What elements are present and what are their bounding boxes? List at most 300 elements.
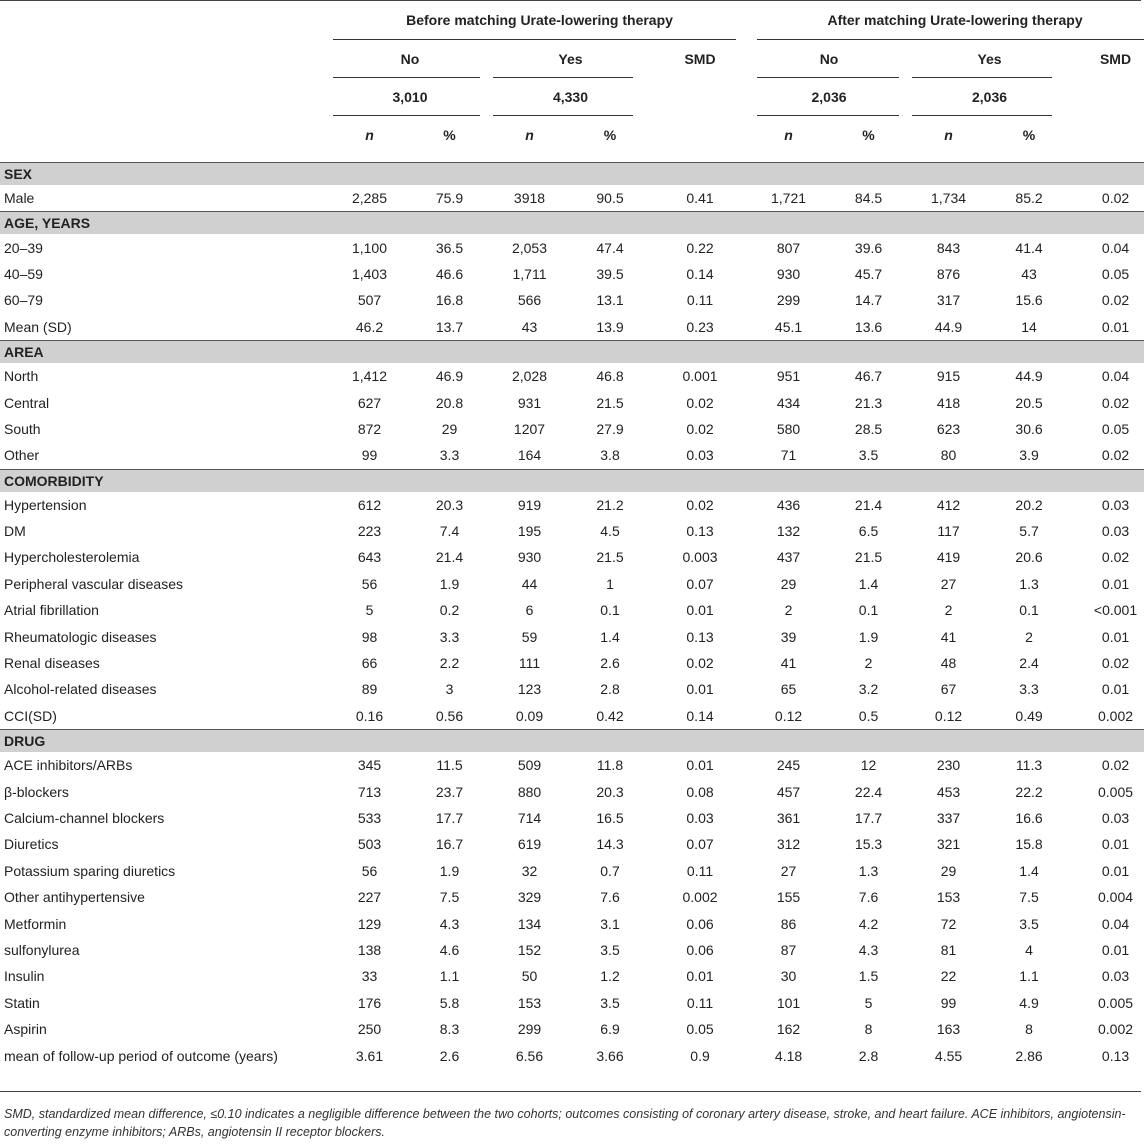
before-yes-count: 4,330 (490, 78, 651, 116)
table-cell: 195 (517, 523, 542, 540)
table-cell: 0.02 (686, 496, 714, 513)
table-cell: 4.55 (934, 1047, 963, 1064)
table-cell: 59 (521, 628, 538, 645)
table-cell: 22.2 (1015, 783, 1043, 800)
table-cell: 46.8 (596, 368, 624, 385)
after-no-header: No (749, 40, 909, 78)
table-cell: 0.41 (686, 190, 714, 207)
table-cell: 227 (357, 889, 382, 906)
table-cell: 0.03 (1101, 496, 1130, 513)
table-cell: 4.9 (1019, 994, 1039, 1011)
table-cell: 138 (357, 941, 382, 958)
table-cell: 6.56 (515, 1047, 544, 1064)
table-cell: 65 (780, 681, 797, 698)
table-cell: 13.9 (596, 318, 624, 335)
table-cell: 86 (780, 915, 797, 932)
table-cell: 230 (936, 757, 961, 774)
table-cell: 81 (940, 941, 957, 958)
table-cell: 14.3 (596, 836, 624, 853)
table-cell: 0.02 (1101, 655, 1130, 672)
table-cell: 457 (776, 783, 801, 800)
table-cell: 0.14 (686, 265, 714, 282)
table-cell: 11.3 (1015, 757, 1043, 774)
table-cell: 4 (1025, 941, 1033, 958)
table-cell: 43 (521, 318, 538, 335)
before-yes-header: Yes (490, 40, 651, 78)
table-cell: 0.42 (596, 707, 624, 724)
table-cell: 14.7 (854, 292, 883, 309)
table-cell: 0.01 (686, 968, 714, 985)
table-cell: 0.005 (1098, 783, 1134, 800)
table-cell: 22.4 (854, 783, 883, 800)
table-cell: 503 (357, 836, 382, 853)
table-cell: 2.86 (1015, 1047, 1043, 1064)
table-cell: 1207 (513, 420, 546, 437)
table-cell: 56 (361, 575, 378, 592)
n-header: n (365, 127, 374, 143)
row-label: Insulin (4, 968, 45, 985)
table-cell: 0.06 (686, 915, 714, 932)
table-cell: 0.04 (1101, 915, 1130, 932)
table-cell: 123 (517, 681, 542, 698)
table-cell: 155 (776, 889, 801, 906)
table-cell: 39.6 (854, 239, 883, 256)
row-label: Other (4, 447, 40, 464)
table-cell: 2.8 (858, 1047, 879, 1064)
table-cell: 164 (517, 447, 542, 464)
table-cell: 3.5 (858, 447, 879, 464)
table-cell: 111 (518, 655, 541, 672)
table-cell: 32 (521, 862, 538, 879)
table-row (0, 442, 1144, 469)
table-cell: 101 (776, 994, 801, 1011)
table-cell: 509 (517, 757, 542, 774)
table-cell: 4.3 (858, 941, 879, 958)
table-cell: 0.01 (1101, 836, 1130, 853)
table-cell: 0.01 (1101, 628, 1130, 645)
table-cell: 0.13 (1101, 1047, 1130, 1064)
row-label: Alcohol-related diseases (4, 681, 157, 698)
table-cell: 46.9 (435, 368, 464, 385)
table-row (0, 185, 1144, 212)
table-cell: 0.09 (515, 707, 544, 724)
table-cell: 15.6 (1015, 292, 1043, 309)
table-cell: 85.2 (1015, 190, 1043, 207)
table-cell: 3.9 (1019, 447, 1039, 464)
table-cell: 17.7 (435, 810, 464, 826)
table-cell: 3.1 (600, 915, 620, 932)
table-cell: 0.03 (686, 810, 714, 826)
pct-header: % (862, 127, 875, 143)
table-cell: 317 (936, 292, 961, 309)
table-cell: 0.002 (1098, 1021, 1134, 1038)
table-cell: 2.6 (600, 655, 620, 672)
table-cell: 1,412 (351, 368, 388, 385)
table-cell: 21.2 (596, 496, 624, 513)
table-cell: 0.16 (355, 707, 384, 724)
row-label: Aspirin (4, 1021, 47, 1038)
table-cell: 250 (357, 1021, 382, 1038)
n-header: n (784, 127, 793, 143)
table-cell: 0.01 (686, 681, 714, 698)
table-cell: 0.06 (686, 941, 714, 958)
table-cell: 43 (1021, 265, 1037, 282)
table-cell: 580 (776, 420, 801, 437)
table-cell: 0.04 (1101, 368, 1130, 385)
table-cell: 72 (940, 915, 957, 932)
table-cell: 20.2 (1015, 496, 1043, 513)
table-row (0, 752, 1144, 778)
table-row (0, 778, 1144, 804)
table-cell: 1.3 (858, 862, 879, 879)
table-cell: 623 (936, 420, 961, 437)
row-label: South (4, 420, 41, 437)
table-cell: 876 (936, 265, 961, 282)
table-cell: 1.3 (1019, 575, 1039, 592)
table-cell: 80 (940, 447, 957, 464)
table-cell: 312 (776, 836, 801, 853)
table-cell: 5.8 (439, 994, 460, 1011)
row-label: North (4, 368, 39, 385)
section-title: AREA (0, 340, 1144, 363)
table-cell: 12 (860, 757, 877, 774)
table-cell: 0.02 (1101, 757, 1130, 774)
table-cell: 2 (864, 655, 873, 672)
after-smd-header: SMD (1099, 51, 1132, 67)
table-cell: 84.5 (854, 190, 883, 207)
row-label: β-blockers (4, 783, 69, 800)
table-row (0, 261, 1144, 287)
table-cell: 0.22 (686, 239, 714, 256)
table-cell: 46.2 (355, 318, 384, 335)
table-cell: 930 (517, 549, 542, 566)
table-row (0, 544, 1144, 570)
table-cell: 29 (441, 420, 458, 437)
n-header: n (525, 127, 534, 143)
table-cell: 2,285 (351, 190, 388, 207)
table-cell: 0.03 (686, 447, 714, 464)
table-cell: 20.5 (1015, 394, 1043, 411)
table-row (0, 963, 1144, 989)
table-cell: 0.005 (1098, 994, 1134, 1011)
before-matching-header: Before matching Urate-lowering therapy (330, 0, 749, 40)
table-cell: 5 (864, 994, 873, 1011)
table-row (0, 623, 1144, 649)
table-cell: 0.002 (1098, 707, 1134, 724)
section-header-row (0, 730, 1144, 753)
table-cell: 163 (936, 1021, 961, 1038)
table-cell: 0.08 (686, 783, 714, 800)
table-cell: 0.01 (1101, 941, 1130, 958)
table-cell: 7.5 (1019, 889, 1039, 906)
table-cell: 361 (776, 810, 801, 826)
table-cell: 919 (517, 496, 542, 513)
table-cell: 7.4 (439, 523, 460, 540)
table-cell: 612 (357, 496, 382, 513)
table-cell: 45.7 (854, 265, 883, 282)
table-cell: 337 (936, 810, 961, 826)
table-cell: 533 (357, 810, 382, 826)
table-cell: 20.6 (1015, 549, 1043, 566)
table-cell: 713 (357, 783, 382, 800)
table-cell: 1,734 (931, 190, 967, 207)
row-label: Other antihypertensive (4, 889, 145, 906)
table-cell: 99 (940, 994, 957, 1011)
table-row (0, 858, 1144, 884)
table-cell: 0.02 (686, 394, 714, 411)
row-label: Statin (4, 994, 40, 1011)
table-cell: 3918 (513, 190, 546, 207)
table-cell: 1.9 (439, 575, 460, 592)
after-yes-count: 2,036 (909, 78, 1070, 116)
row-label: Atrial fibrillation (4, 602, 99, 619)
row-label: DM (4, 523, 26, 540)
table-row (0, 937, 1144, 963)
table-row (0, 1042, 1144, 1068)
table-cell: 223 (357, 523, 382, 540)
table-cell: 321 (936, 836, 961, 853)
before-no-header: No (330, 40, 490, 78)
row-label: Hypertension (4, 496, 87, 513)
table-cell: 30.6 (1015, 420, 1043, 437)
row-label: Central (4, 394, 50, 411)
table-row (0, 492, 1144, 518)
table-cell: 0.1 (1019, 602, 1039, 619)
after-matching-header: After matching Urate-lowering therapy (749, 0, 1144, 40)
row-label: Renal diseases (4, 655, 100, 672)
table-cell: 1,403 (351, 265, 388, 282)
table-cell: 643 (357, 549, 382, 566)
table-cell: 2 (944, 602, 953, 619)
table-row (0, 703, 1144, 730)
table-cell: 566 (517, 292, 542, 309)
table-cell: 87 (780, 941, 797, 958)
table-cell: 3.5 (1019, 915, 1039, 932)
table-cell: 3 (445, 681, 454, 698)
table-cell: 21.4 (854, 496, 883, 513)
table-cell: 20.8 (435, 394, 464, 411)
table-footnote: SMD, standardized mean difference, ≤0.10 indicates a negligible difference between the two cohorts; outcomes consisting of coronary artery disease, stroke, and heart failure. ACE inhibitors, angiotensin-converting enzyme inhibitors; ARBs, angiotensin II receptor blockers. (4, 1107, 1126, 1139)
section-title: AGE, YEARS (0, 212, 1144, 235)
row-label: Diuretics (4, 836, 59, 853)
after-no-count: 2,036 (749, 78, 909, 116)
table-cell: 2.6 (439, 1047, 460, 1064)
table-cell: 50 (521, 968, 538, 985)
table-cell: 4.3 (439, 915, 460, 932)
table-cell: 41 (940, 628, 957, 645)
table-row (0, 571, 1144, 597)
table-cell: 20.3 (435, 496, 464, 513)
table-cell: 0.49 (1015, 707, 1043, 724)
table-cell: 329 (517, 889, 542, 906)
section-header-row (0, 469, 1144, 492)
table-cell: 419 (936, 549, 961, 566)
table-row (0, 389, 1144, 415)
table-cell: 0.11 (686, 862, 714, 879)
row-label: Hypercholesterolemia (4, 549, 140, 566)
table-cell: 2 (1025, 628, 1033, 645)
table-cell: 0.13 (686, 523, 714, 540)
table-row (0, 416, 1144, 442)
row-label: ACE inhibitors/ARBs (4, 757, 133, 774)
table-cell: 3.3 (439, 447, 460, 464)
table-cell: 0.07 (686, 836, 714, 853)
row-label: Metformin (4, 915, 67, 932)
table-cell: 6 (525, 602, 534, 619)
before-smd-header: SMD (684, 51, 716, 67)
table-cell: 11.8 (596, 757, 624, 774)
table-cell: 345 (357, 757, 382, 774)
table-cell: 47.4 (596, 239, 624, 256)
table-cell: 28.5 (854, 420, 883, 437)
table-cell: 299 (517, 1021, 542, 1038)
table-cell: 0.003 (682, 549, 718, 566)
table-cell: 46.6 (435, 265, 464, 282)
row-label: 20–39 (4, 239, 43, 256)
table-cell: 0.01 (1101, 575, 1130, 592)
table-cell: 619 (517, 836, 542, 853)
table-row (0, 990, 1144, 1016)
row-label: sulfonylurea (4, 941, 80, 958)
table-cell: 0.02 (1101, 549, 1130, 566)
table-cell: 16.5 (596, 810, 624, 826)
table-cell: 29 (780, 575, 797, 592)
table-cell: 931 (517, 394, 542, 411)
table-cell: 1,100 (351, 239, 388, 256)
table-cell: 418 (936, 394, 961, 411)
table-cell: 27.9 (596, 420, 624, 437)
table-cell: 1.4 (600, 628, 620, 645)
table-row (0, 650, 1144, 676)
row-label: Potassium sparing diuretics (4, 862, 176, 879)
table-cell: 0.11 (686, 292, 714, 309)
section-header-row (0, 163, 1144, 186)
table-row (0, 287, 1144, 313)
section-title: COMORBIDITY (0, 469, 1144, 492)
table-cell: 8 (864, 1021, 873, 1038)
table-cell: 3.61 (355, 1047, 384, 1064)
table-cell: 0.02 (686, 420, 714, 437)
table-cell: 46.7 (854, 368, 883, 385)
table-row (0, 910, 1144, 936)
table-cell: 3.5 (600, 941, 620, 958)
table-cell: 0.02 (1101, 394, 1130, 411)
table-cell: 0.7 (600, 862, 620, 879)
table-cell: 162 (776, 1021, 801, 1038)
table-cell: 0.1 (600, 602, 620, 619)
table-cell: 0.002 (682, 889, 718, 906)
table-cell: 2.2 (439, 655, 460, 672)
table-cell: 0.01 (1101, 862, 1130, 879)
table-cell: 15.8 (1015, 836, 1043, 853)
table-row (0, 1016, 1144, 1042)
table-cell: 0.5 (858, 707, 879, 724)
table-row (0, 884, 1144, 910)
table-cell: 0.11 (686, 994, 714, 1011)
table-cell: 117 (937, 523, 960, 540)
table-cell: 39.5 (596, 265, 624, 282)
table-cell: 14 (1021, 318, 1037, 335)
table-cell: 13.7 (435, 318, 464, 335)
table-cell: 129 (357, 915, 382, 932)
table-cell: 951 (776, 368, 801, 385)
pct-header: % (443, 127, 456, 143)
table-cell: 0.01 (1101, 318, 1130, 335)
before-no-count: 3,010 (330, 78, 490, 116)
table-cell: 71 (780, 447, 797, 464)
table-cell: 8 (1025, 1021, 1033, 1038)
table-cell: 33 (361, 968, 378, 985)
table-cell: 0.01 (1101, 681, 1130, 698)
table-row (0, 597, 1144, 623)
table-row (0, 805, 1144, 831)
table-cell: 4.2 (858, 915, 879, 932)
table-cell: 48 (940, 655, 957, 672)
n-header: n (944, 127, 953, 143)
table-row (0, 518, 1144, 544)
table-cell: 0.01 (686, 602, 714, 619)
table-cell: 21.5 (854, 549, 883, 566)
table-cell: 0.1 (858, 602, 879, 619)
table-cell: 13.1 (596, 292, 624, 309)
table-cell: 22 (940, 968, 957, 985)
row-label: CCI(SD) (4, 707, 57, 724)
table-row (0, 363, 1144, 389)
table-cell: 2,028 (511, 368, 548, 385)
table-cell: 15.3 (854, 836, 883, 853)
table-cell: 0.05 (686, 1021, 714, 1038)
table-cell: 44 (521, 575, 538, 592)
table-cell: 434 (776, 394, 801, 411)
table-cell: 627 (357, 394, 382, 411)
table-cell: 0.01 (686, 757, 714, 774)
table-cell: 75.9 (435, 190, 464, 207)
table-cell: 872 (357, 420, 382, 437)
table-cell: 27 (780, 862, 797, 879)
table-cell: 412 (936, 496, 961, 513)
section-title: DRUG (0, 730, 1144, 753)
table-row (0, 831, 1144, 857)
after-yes-header: Yes (909, 40, 1070, 78)
table-cell: 39 (780, 628, 797, 645)
table-cell: 98 (361, 628, 378, 645)
table-cell: 0.12 (774, 707, 803, 724)
table-row (0, 676, 1144, 702)
table-cell: 436 (776, 496, 801, 513)
table-cell: 4.6 (439, 941, 460, 958)
table-cell: 0.14 (686, 707, 714, 724)
table-cell: 16.6 (1015, 810, 1043, 826)
table-cell: 30 (780, 968, 797, 985)
table-cell: 0.12 (934, 707, 963, 724)
row-label: 60–79 (4, 292, 43, 309)
table-cell: 1.5 (858, 968, 879, 985)
table-cell: 41.4 (1015, 239, 1043, 256)
table-cell: 66 (361, 655, 378, 672)
table-cell: 27 (940, 575, 957, 592)
table-cell: 0.2 (439, 602, 460, 619)
table-cell: 29 (940, 862, 957, 879)
table-cell: 7.5 (439, 889, 460, 906)
table-cell: 99 (361, 447, 378, 464)
table-cell: 299 (776, 292, 801, 309)
row-label: 40–59 (4, 265, 43, 282)
row-label: Mean (SD) (4, 318, 72, 335)
table-cell: 2,053 (511, 239, 548, 256)
table-cell: 1,721 (771, 190, 807, 207)
table-cell: 56 (361, 862, 378, 879)
table-cell: 21.4 (435, 549, 464, 566)
